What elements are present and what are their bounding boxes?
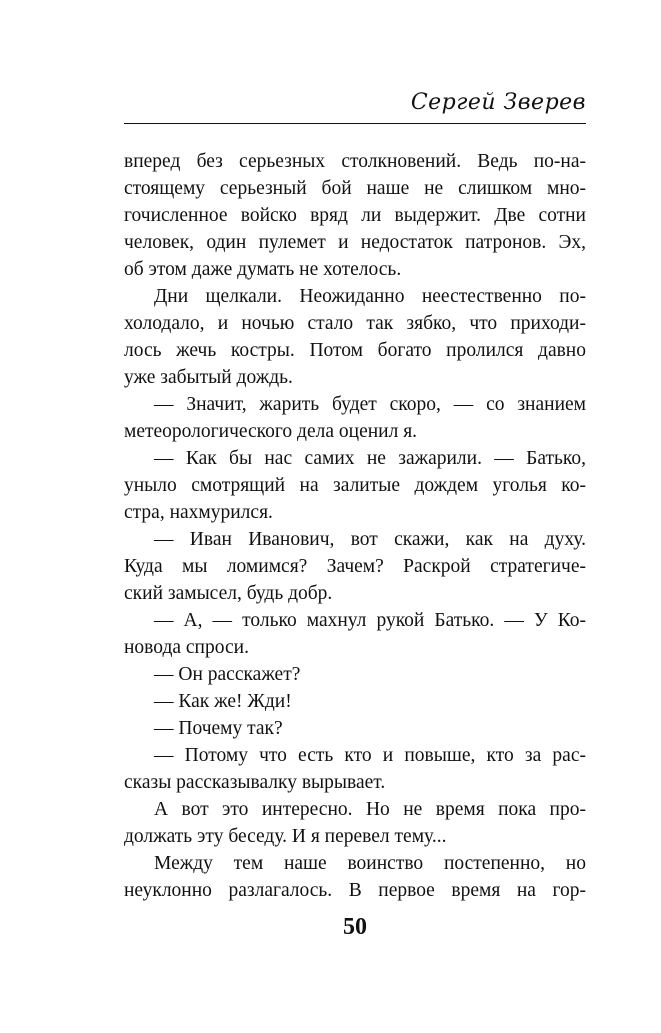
- text-line: сказы рассказывалку вырывает.: [124, 772, 386, 793]
- text-line: лось жечь костры. Потом богато пролился давно: [124, 340, 586, 361]
- text-line: должать эту беседу. И я перевел тему...: [124, 826, 447, 847]
- text-line: метеорологического дела оценил я.: [124, 421, 418, 442]
- text-line: гочисленное войско вряд ли выдержит. Две сотни: [124, 205, 586, 226]
- text-line: об этом даже думать не хотелось.: [124, 259, 402, 280]
- text-line: — Как бы нас самих не зажарили. — Батько,: [154, 448, 586, 469]
- text-line: холодало, и ночью стало так зябко, что приходи-: [124, 313, 586, 334]
- text-line: новода спроси.: [124, 637, 249, 658]
- body-text: [124, 148, 586, 904]
- text-line: — Иван Иванович, вот скажи, как на духу.: [154, 529, 586, 550]
- text-line: — А, — только махнул рукой Батько. — У Ко-: [154, 610, 586, 631]
- text-line: — Как же! Жди!: [154, 691, 292, 712]
- text-line: — Потому что есть кто и повыше, кто за рас-: [154, 745, 586, 766]
- header-rule: [124, 123, 586, 124]
- text-line: стоящему серьезный бой наше не слишком мно-: [124, 178, 586, 199]
- text-line: Между тем наше воинство постепенно, но: [154, 853, 586, 874]
- text-line: Дни щелкали. Неожиданно неестественно по-: [154, 286, 586, 307]
- text-line: человек, один пулемет и недостаток патронов. Эх,: [124, 232, 586, 253]
- text-line: уже забытый дождь.: [124, 367, 293, 388]
- running-head: Сергей Зверев: [410, 90, 586, 115]
- text-line: вперед без серьезных столкновений. Ведь по-на-: [124, 151, 586, 172]
- page-number: 50: [343, 914, 367, 940]
- text-line: — Он расскажет?: [154, 664, 301, 685]
- text-line: — Почему так?: [154, 718, 283, 739]
- text-line: Куда мы ломимся? Зачем? Раскрой стратегиче-: [124, 556, 586, 577]
- text-line: неуклонно разлагалось. В первое время на гор-: [124, 880, 586, 901]
- text-line: уныло смотрящий на залитые дождем уголья ко-: [124, 475, 586, 496]
- text-line: ский замысел, будь добр.: [124, 583, 333, 604]
- text-line: — Значит, жарить будет скоро, — со знанием: [154, 394, 586, 415]
- text-line: стра, нахмурился.: [124, 502, 273, 523]
- text-line: А вот это интересно. Но не время пока про-: [154, 799, 586, 820]
